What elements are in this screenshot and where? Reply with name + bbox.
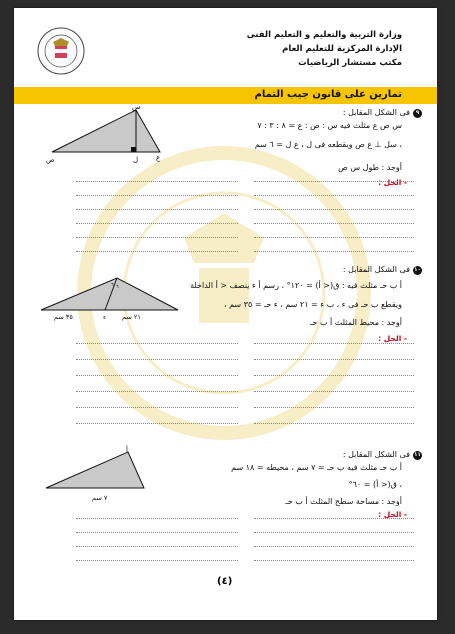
ex10-triangle-figure xyxy=(36,274,186,318)
ex9-label-foot: ل xyxy=(133,156,139,164)
ex9-answer-line xyxy=(254,251,414,252)
ex10-solution-label: - الحل : xyxy=(378,334,407,343)
ex9-line1: س ص ع مثلث فيه س : ص : ع = ٨ : ٣ : ٧ xyxy=(257,121,402,130)
ex9-label-top: س xyxy=(132,103,141,111)
ex10-answer-line xyxy=(76,407,238,408)
ex9-answer-line xyxy=(254,209,414,210)
ex9-triangle-figure xyxy=(42,102,182,162)
ex9-answer-line xyxy=(254,195,414,196)
ex11-answer-line xyxy=(76,546,238,547)
ex10-answer-line xyxy=(254,407,414,408)
ex11-number-badge: ١١ xyxy=(414,452,421,458)
ex9-answer-line xyxy=(76,195,238,196)
document-page xyxy=(14,8,437,620)
ex10-answer-line xyxy=(254,359,414,360)
ex10-answer-line xyxy=(76,343,238,344)
svg-text:٦: ٦ xyxy=(116,284,119,290)
ex9-intro: فى الشكل المقابل : xyxy=(342,108,410,117)
ex10-label-right-seg: ٢١ سم xyxy=(122,313,141,321)
ex10-intro: فى الشكل المقابل : xyxy=(342,265,410,274)
ex9-answer-line xyxy=(76,251,238,252)
ex10-answer-line xyxy=(76,375,238,376)
ex9-answer-line xyxy=(254,181,414,182)
ex9-answer-line xyxy=(254,223,414,224)
ex9-answer-line xyxy=(76,181,238,182)
ex11-line2: ، ق(< أ) = ٦٠° xyxy=(348,480,402,489)
ex9-find: أوجد : طول س ص xyxy=(338,163,402,172)
ex11-intro: فى الشكل المقابل : xyxy=(342,450,410,459)
ex10-answer-line xyxy=(76,391,238,392)
ex10-find: أوجد : محيط المثلث أ ب حـ xyxy=(310,318,402,327)
ex10-line1: أ ب حـ مثلث فيه : ق(< أ) = ١٢٠° ، رسم أ ء ينصف < أ الداخلة xyxy=(190,281,402,290)
ex11-answer-line xyxy=(254,518,414,519)
ex10-answer-line xyxy=(254,343,414,344)
ex10-answer-line xyxy=(76,423,238,424)
ex11-answer-line xyxy=(76,560,238,561)
ex10-answer-line xyxy=(76,359,238,360)
header-office: مكتب مستشار الرياضيات xyxy=(298,58,402,68)
ex10-label-left-seg: ٣٥ سم xyxy=(54,313,73,321)
ex11-answer-line xyxy=(76,532,238,533)
ex9-solution-label: - الحل : xyxy=(378,178,407,187)
ex11-solution-label: - الحل : xyxy=(378,510,407,519)
ex11-answer-line xyxy=(254,546,414,547)
ex9-answer-line xyxy=(76,209,238,210)
ex11-label-top: أ xyxy=(126,446,128,454)
ex11-answer-line xyxy=(76,518,238,519)
ex11-triangle-figure xyxy=(36,446,156,496)
ex10-number-badge: ١٠ xyxy=(414,267,421,273)
ex9-line2: ، سل ⊥ ع ص ويقطعه فى ل ، ع ل = ٦ سم xyxy=(254,140,402,149)
ministry-seal-logo xyxy=(36,26,86,76)
ex9-number-badge: ٩ xyxy=(413,109,422,118)
ex11-line1: أ ب حـ مثلث فيه ب حـ = ٧ سم ، محيطه = ١٨ سم xyxy=(231,463,402,472)
ex10-label-foot: ء xyxy=(103,313,107,321)
header-ministry: وزارة التربية والتعليم و التعليم الفنى xyxy=(246,30,402,40)
ex10-answer-line xyxy=(254,423,414,424)
ex9-answer-line xyxy=(76,223,238,224)
ex10-line2: ويقطع ب حـ فى ء ، ب ء = ٢١ سم ، ء حـ = ٣٥ سم ، xyxy=(223,300,402,309)
header-department: الإدارة المركزية للتعليم العام xyxy=(282,44,402,54)
ex11-find: أوجد : مساحة سطح المثلث أ ب حـ xyxy=(285,497,402,506)
ex9-label-left: ص xyxy=(46,156,55,164)
banner-title: تمارين على قانون جيب التمام xyxy=(254,89,402,100)
ex11-answer-line xyxy=(254,532,414,533)
ex10-answer-line xyxy=(254,391,414,392)
page-number: (٤) xyxy=(217,576,233,587)
ex9-label-right: ع xyxy=(156,154,161,162)
svg-text:٦: ٦ xyxy=(111,282,114,288)
ex11-label-base: ٧ سم xyxy=(92,494,108,502)
ex11-answer-line xyxy=(254,560,414,561)
ex10-answer-line xyxy=(254,375,414,376)
ex9-answer-line xyxy=(76,237,238,238)
ex9-answer-line xyxy=(254,237,414,238)
